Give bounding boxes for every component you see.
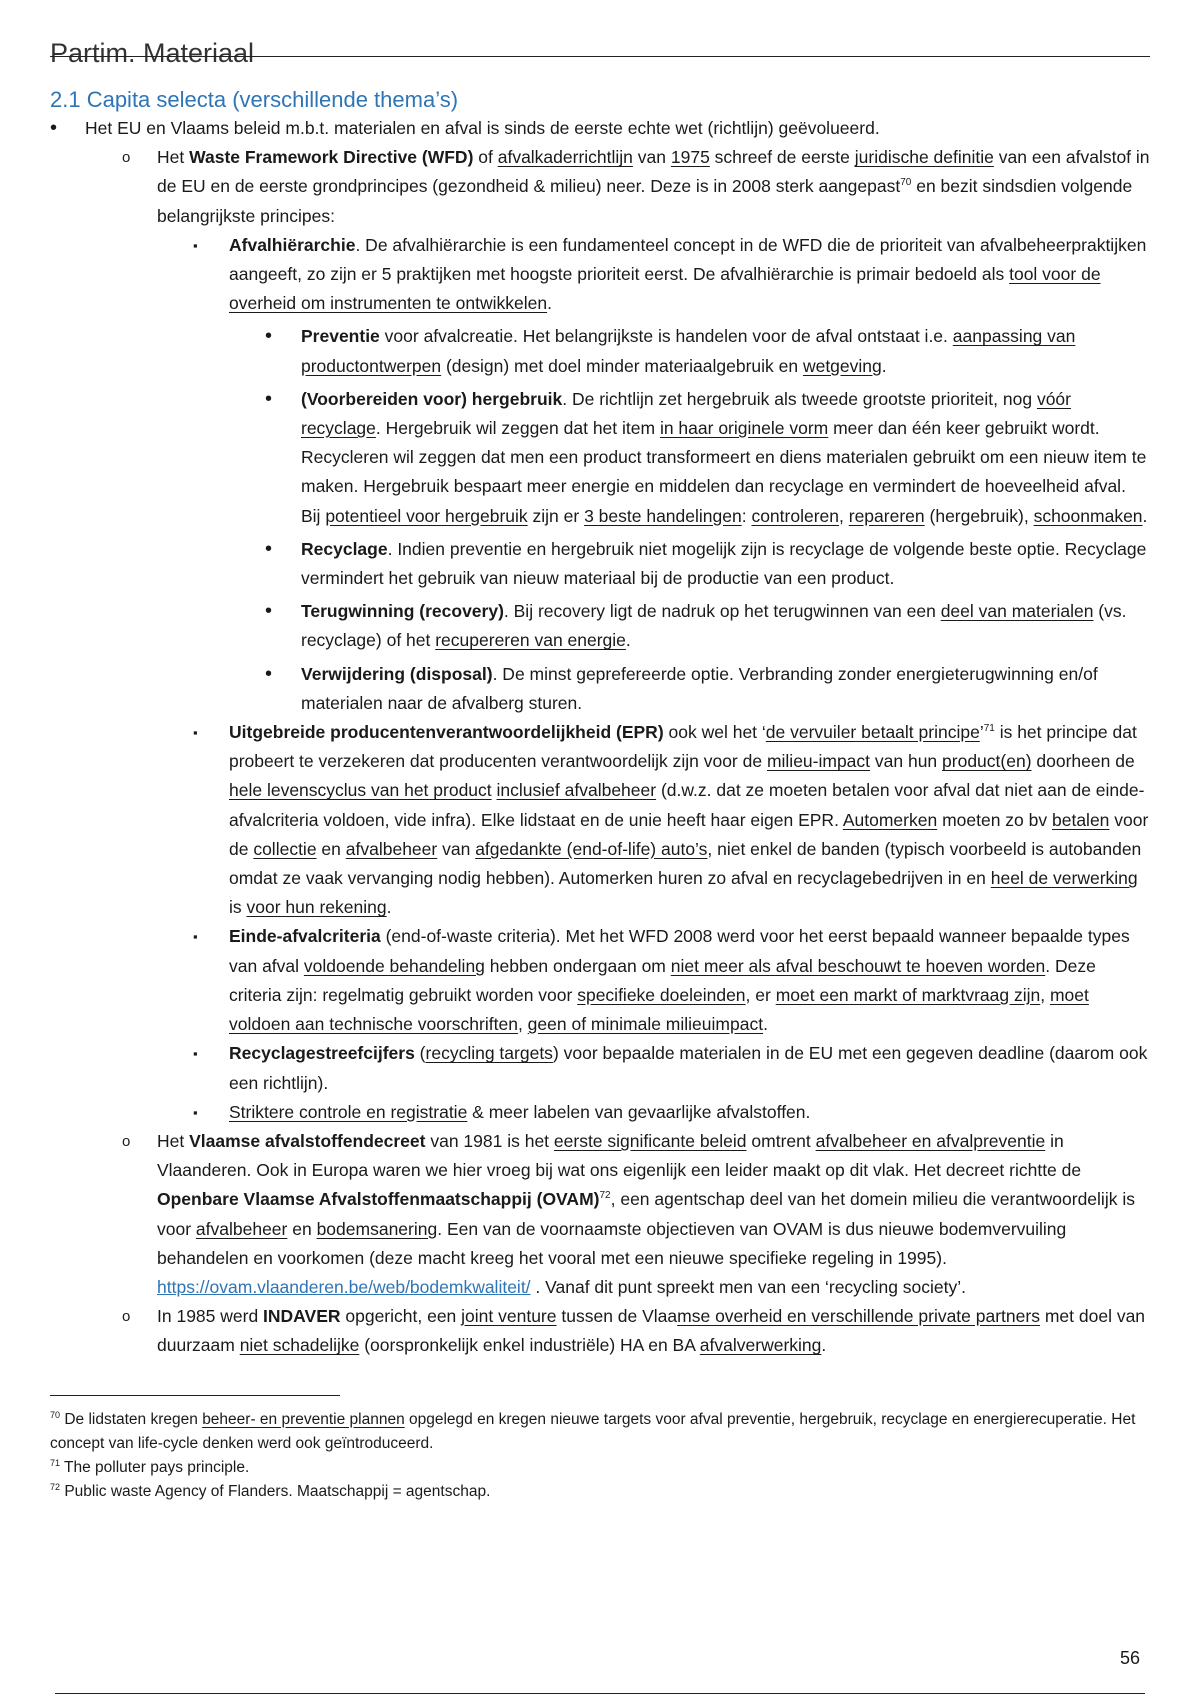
ovam-term: Openbare Vlaamse Afvalstoffenmaatschappij (OVAM) [157,1189,600,1210]
footnotes [50,1408,1150,1504]
epr-item: ▪ Uitgebreide producentenverantwoordelijkheid (EPR) ook wel het ‘de vervuiler betaalt principe’$^{71}$ is het principe dat probeert te verzekeren dat producenten verantwoordelijk zijn voor de milieu-impact van hun product(en) doorheen de hele levenscyclus van het product inclusief afvalbeheer (d.w.z. dat ze moeten betalen voor afval dat niet aan de einde-afvalcriteria voldoen, vide infra). Elke lidstaat en de unie heeft haar eigen EPR. Automerken moeten zo bv betalen voor de collectie en afvalbeheer van afgedankte (end-of-life) auto’s, niet enkel de banden (typisch voorbeeld is autobanden omdat ze vaak vervanging nodig hebben). Automerken huren zo afval en recyclagebedrijven in en heel de verwerking is voor hun rekening. [193,718,1150,922]
recyclage-item: • Recyclage. Indien preventie en hergebruik niet mogelijk zijn is recyclage de volgende beste optie. Recyclage vermindert het gebruik van nieuw materiaal bij de productie van een product. [265,535,1150,593]
hierarchy-item: ▪ Afvalhiërarchie. De afvalhiërarchie is een fundamenteel concept in de WFD die de prioriteit van afvalbeheerpraktijken aangeeft, zo zijn er 5 praktijken met hoogste prioriteit eerst. De afvalhiërarchie is primair bedoeld als tool voor de overheid om instrumenten te ontwikkelen. • Preventie voor afvalcreatie. Het belangrijkste is handelen voor de afval ontstaat i.e. aanpassing van productontwerpen (design) met doel minder materiaalgebruik en wetgeving. • (Voorbereiden voor) hergebruik. De richtlijn zet hergebruik als tweede grootste prioriteit, nog vóór recyclage. Hergebruik wil zeggen dat het item in haar originele vorm meer dan één keer gebruikt wordt. Recycleren wil zeggen dat men een product transformeert en diens materialen gebruikt om een nieuw item te maken. Hergebruik bespaart meer energie en middelen dan recyclage en vermindert de hoeveelheid afval. Bij potentieel voor hergebruik zijn er 3 beste handelingen: controleren, repareren (hergebruik), schoonmaken. • Recyclage. Indien preventie en hergebruik niet mogelijk zijn is recyclage de volgende beste optie. Recyclage vermindert het gebruik van nieuw materiaal bij de productie van een product. • Terugwinning (recovery). Bij recovery ligt de nadruk op het terugwinnen van een deel van materialen (vs. recyclage) of het recupereren van energie. • Verwijdering (disposal). De minst geprefereerde optie. Verbranding zonder energieterugwinning en/of materialen naar de afvalberg sturen. [193,231,1150,718]
page-header [50,36,1150,72]
intro-item [50,114,1150,1361]
indaver-term: INDAVER [263,1306,341,1327]
eow-term: Einde-afvalcriteria [229,926,381,947]
footnote-ref-70[interactable]: 70 [900,177,912,189]
indaver-item: o In 1985 werd INDAVER opgericht, een joint venture tussen de Vlaamse overheid en verschillende private partners met doel van duurzaam niet schadelijke (oorspronkelijk enkel industriële) HA en BA afvalverwerking. [122,1302,1150,1360]
wfd-principles-list [157,231,1150,1127]
document-page [50,36,1150,1504]
hierarchy-term: Afvalhiërarchie [229,234,356,255]
intro-text: Het EU en Vlaams beleid m.b.t. materialen en afval is sinds de eerste echte wet (richtlijn) geëvolueerd. [85,118,880,138]
recovery-item: • Terugwinning (recovery). Bij recovery ligt de nadruk op het terugwinnen van een deel van materialen (vs. recyclage) of het recupereren van energie. [265,597,1150,655]
eow-item: ▪ Einde-afvalcriteria (end-of-waste criteria). Met het WFD 2008 werd voor het eerst bepaald wanneer bepaalde types van afval voldoende behandeling hebben ondergaan om niet meer als afval beschouwt te hoeven worden. Deze criteria zijn: regelmatig gebruikt worden voor specifieke doeleinden, er moet een markt of marktvraag zijn, moet voldoen aan technische voorschriften, geen of minimale milieuimpact. [193,922,1150,1039]
hierarchy-list [229,322,1150,718]
page-number: 56 [1119,1648,1140,1668]
footnote-separator [50,1395,340,1396]
policy-list [50,143,1150,1360]
header-title: Partim. Materiaal [50,38,260,68]
preventie-item: • Preventie voor afvalcreatie. Het belangrijkste is handelen voor de afval ontstaat i.e. aanpassing van productontwerpen (design) met doel minder materiaalgebruik en wetgeving. [265,322,1150,380]
footnote-ref-72[interactable]: 72 [599,1190,611,1202]
wfd-term: Waste Framework Directive (WFD) [189,147,474,168]
epr-term: Uitgebreide producentenverantwoordelijkheid (EPR) [229,722,664,743]
header-rule [50,56,1150,57]
disposal-item: • Verwijdering (disposal). De minst geprefereerde optie. Verbranding zonder energieterugwinning en/of materialen naar de afvalberg sturen. [265,660,1150,718]
flemish-decree-item: o Het Vlaamse afvalstoffendecreet van 1981 is het eerste significante beleid omtrent afvalbeheer en afvalpreventie in Vlaanderen. Ook in Europa waren we hier vroeg bij wat ons eigenlijk een leider maakt op dit vlak. Het decreet richtte de Openbare Vlaamse Afvalstoffenmaatschappij (OVAM)$^{72}$, een agentschap deel van het domein milieu die verantwoordelijk is voor afvalbeheer en bodemsanering. Een van de voornaamste objectieven van OVAM is dus nieuwe bodemvervuiling behandelen en voorkomen (deze macht kreeg het vooral met een nieuwe specifieke regeling in 1995). https://ovam.vlaanderen.be/web/bodemkwaliteit/ . Vanaf dit punt spreekt men van een ‘recycling society’. [122,1127,1150,1302]
wfd-item: o Het Waste Framework Directive (WFD) of afvalkaderrichtlijn van 1975 schreef de eerste juridische definitie van een afvalstof in de EU en de eerste grondprincipes (gezondheid & milieu) neer. Deze is in 2008 sterk aangepast$^{70}$ en bezit sindsdien volgende belangrijkste principes: ▪ Afvalhiërarchie. De afvalhiërarchie is een fundamenteel concept in de WFD die de prioriteit van afvalbeheerpraktijken aangeeft, zo zijn er 5 praktijken met hoogste prioriteit eerst. De afvalhiërarchie is primair bedoeld als tool voor de overheid om instrumenten te ontwikkelen. • Preventie voor afvalcreatie. Het belangrijkste is handelen voor de afval ontstaat i.e. aanpassing van productontwerpen (design) met doel minder materiaalgebruik en wetgeving. • (Voorbereiden voor) hergebruik. De richtlijn zet hergebruik als tweede grootste prioriteit, nog vóór recyclage. Hergebruik wil zeggen dat het item in haar originele vorm meer dan één keer gebruikt wordt. Recycleren wil zeggen dat men een product transformeert en diens materialen gebruikt om een nieuw item te maken. Hergebruik bespaart meer energie en middelen dan recyclage en vermindert de hoeveelheid afval. Bij potentieel voor hergebruik zijn er 3 beste handelingen: controleren, repareren (hergebruik), schoonmaken. • Recyclage. Indien preventie en hergebruik niet mogelijk zijn is recyclage de volgende beste optie. Recyclage vermindert het gebruik van nieuw materiaal bij de productie van een product. • Terugwinning (recovery). Bij recovery ligt de nadruk op het terugwinnen van een deel van materialen (vs. recyclage) of het recupereren van energie. • Verwijdering (disposal). De minst geprefereerde optie. Verbranding zonder energieterugwinning en/of materialen naar de afvalberg sturen. ▪ Uitgebreide producentenverantwoordelijkheid (EPR) ook wel het ‘de vervuiler betaalt principe’$^{71}$ is het principe dat probeert te verzekeren dat producenten verantwoordelijk zijn voor de milieu-impact van hun product(en) doorheen de hele levenscyclus van het product inclusief afvalbeheer (d.w.z. dat ze moeten betalen voor afval dat niet aan de einde-afvalcriteria voldoen, vide infra). Elke lidstaat en de unie heeft haar eigen EPR. Automerken moeten zo bv betalen voor de collectie en afvalbeheer van afgedankte (end-of-life) auto’s, niet enkel de banden (typisch voorbeeld is autobanden omdat ze vaak vervanging nodig hebben). Automerken huren zo afval en recyclagebedrijven in en heel de verwerking is voor hun rekening. ▪ Einde-afvalcriteria (end-of-waste criteria). Met het WFD 2008 werd voor het eerst bepaald wanneer bepaalde types van afval voldoende behandeling hebben ondergaan om niet meer als afval beschouwt te hoeven worden. Deze criteria zijn: regelmatig gebruikt worden voor specifieke doeleinden, er moet een markt of marktvraag zijn, moet voldoen aan technische voorschriften, geen of minimale milieuimpact. ▪ Recyclagestreefcijfers (recycling targets) voor bepaalde materialen in de EU met een gegeven deadline (daarom ook een richtlijn). ▪ Striktere controle en registratie & meer labelen van gevaarlijke afvalstoffen. [122,143,1150,1127]
footnote-72: $^{72}$ Public waste Agency of Flanders. Maatschappij = agentschap. [50,1481,491,1500]
footnote-ref-71[interactable]: 71 [983,723,995,735]
targets-term: Recyclagestreefcijfers [229,1043,415,1064]
footer-rule [55,1693,1145,1694]
footnote-70: $^{70}$ De lidstaten kregen beheer- en preventie plannen opgelegd en kregen nieuwe targets voor afval preventie, hergebruik, recyclage en energierecuperatie. Het concept van life-cycle denken werd ook geïntroduceerd. [50,1409,1136,1452]
main-list [50,114,1150,1361]
hergebruik-item: • (Voorbereiden voor) hergebruik. De richtlijn zet hergebruik als tweede grootste prioriteit, nog vóór recyclage. Hergebruik wil zeggen dat het item in haar originele vorm meer dan één keer gebruikt wordt. Recycleren wil zeggen dat men een product transformeert en diens materialen gebruikt om een nieuw item te maken. Hergebruik bespaart meer energie en middelen dan recyclage en vermindert de hoeveelheid afval. Bij potentieel voor hergebruik zijn er 3 beste handelingen: controleren, repareren (hergebruik), schoonmaken. [265,385,1150,531]
ovam-link[interactable]: https://ovam.vlaanderen.be/web/bodemkwaliteit/ [157,1276,531,1297]
targets-item: ▪ Recyclagestreefcijfers (recycling targets) voor bepaalde materialen in de EU met een gegeven deadline (daarom ook een richtlijn). [193,1039,1150,1097]
flemish-decree-term: Vlaamse afvalstoffendecreet [189,1130,426,1151]
footnote-71: $^{71}$ The polluter pays principle. [50,1457,250,1476]
section-title: 2.1 Capita selecta (verschillende thema’s) [50,87,459,112]
strict-item: ▪ Striktere controle en registratie & meer labelen van gevaarlijke afvalstoffen. [193,1098,1150,1127]
